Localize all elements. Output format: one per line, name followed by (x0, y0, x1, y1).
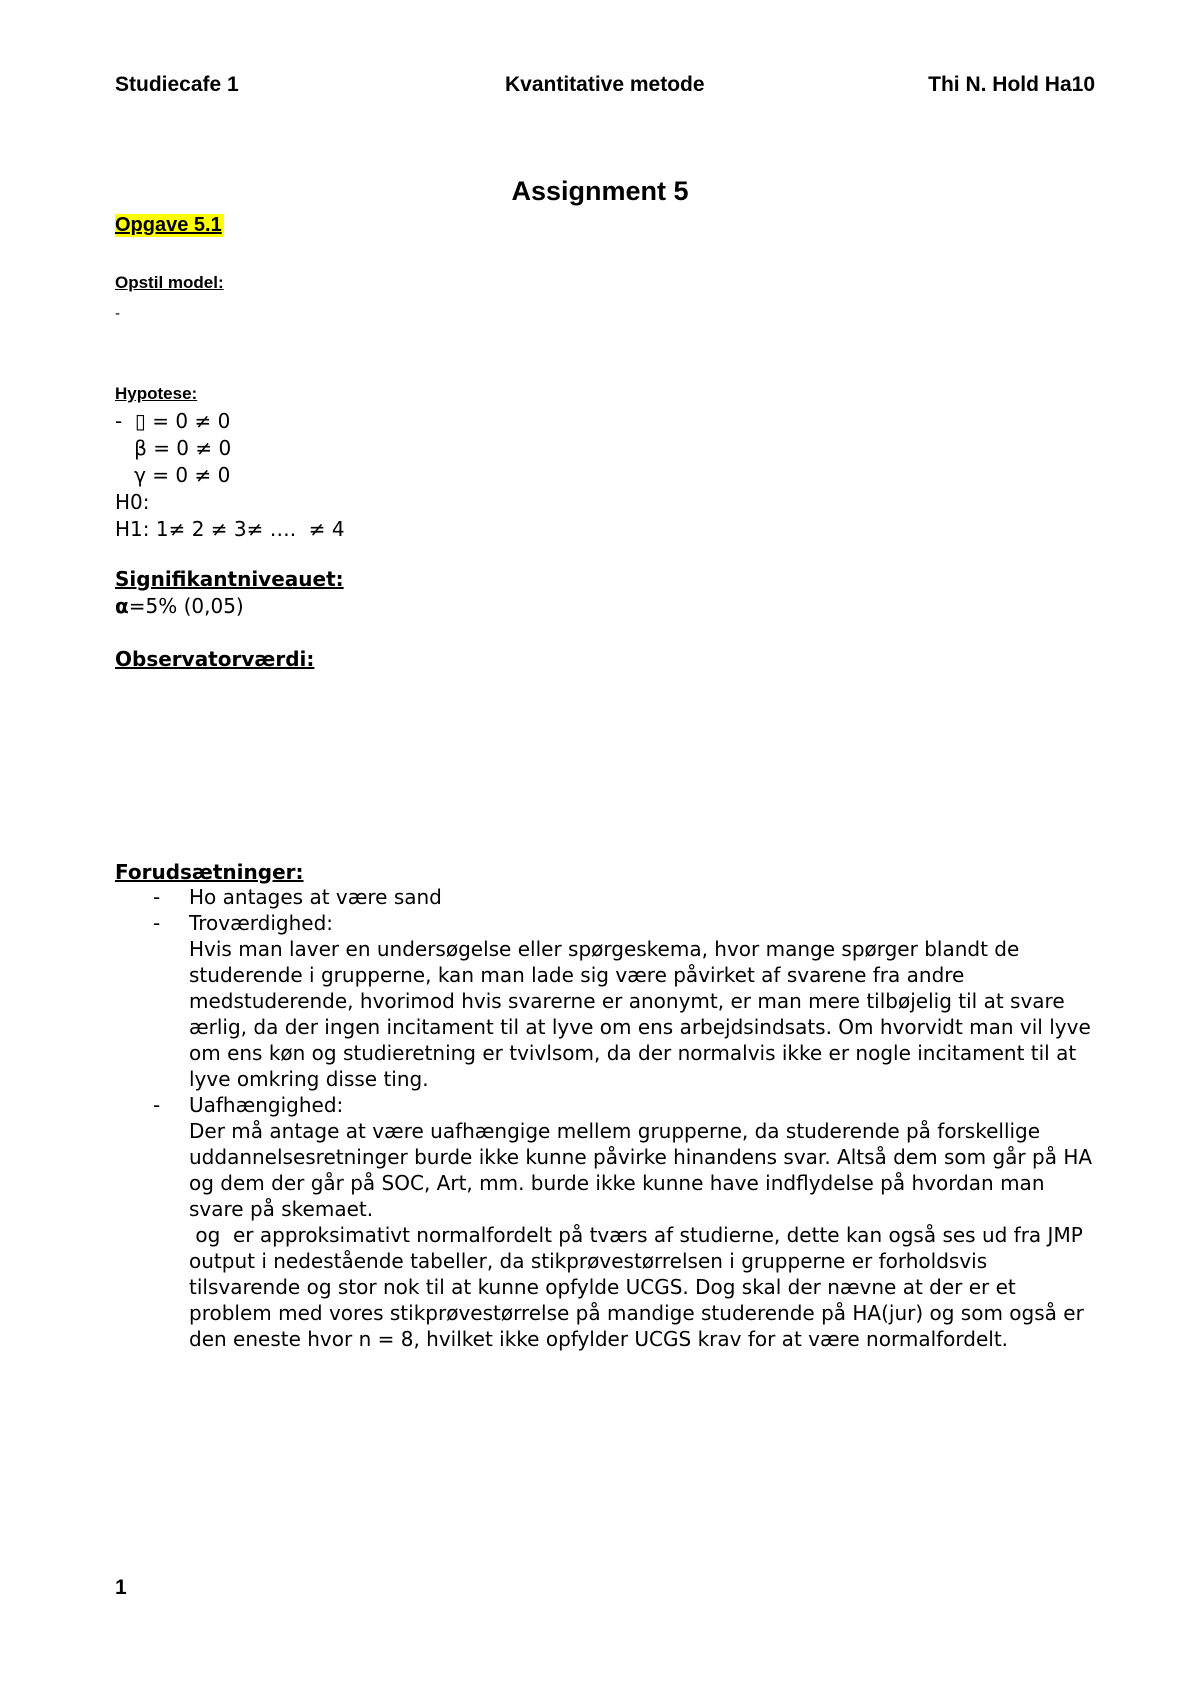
page-title: Assignment 5 (511, 176, 689, 206)
list-item-paragraph: og er approksimativt normalfordelt på tværs af studierne, dette kan også ses ud fra JMP output i nedestående tabeller, da stikprøvestørrelsen i grupperne er forholdsvis tilsvarende og stor nok til at kunne opfylde UCGS. Dog skal der nævne at der er et problem med vores stikprøvestørrelse på mandige studerende på HA(jur) og som også er den eneste hvor n = 8, hvilket ikke opfylder UCGS krav for at være normalfordelt. (189, 1223, 1091, 1351)
bullet-dash: - (153, 885, 161, 909)
list-item (115, 1092, 1095, 1352)
signifikans-value (115, 594, 244, 618)
header-left: Studiecafe 1 (115, 73, 239, 96)
alpha-value: =5% (0,05) (128, 594, 244, 618)
list-item-label: Troværdighed: (189, 911, 334, 935)
observator-heading: Observatorværdi: (115, 647, 315, 671)
alpha-symbol: α (115, 594, 129, 618)
signifikans-heading: Signifikantniveauet: (115, 567, 344, 591)
list-item (115, 910, 1095, 1092)
list-item-label: Uafhængighed: (189, 1093, 344, 1117)
opstil-model-label: Opstil model: (115, 273, 224, 292)
hypotese-line: β = 0 ≠ 0 (115, 436, 232, 460)
header-right: Thi N. Hold Ha10 (928, 73, 1095, 96)
list-item-label: Ho antages at være sand (189, 885, 442, 909)
list-item (115, 884, 1095, 910)
hypotese-line: H1: 1≠ 2 ≠ 3≠ …. ≠ 4 (115, 517, 345, 541)
forudsaetninger-list (115, 884, 1095, 1352)
list-item-paragraph: Der må antage at være uafhængige mellem grupperne, da studerende på forskellige uddannelsesretninger burde ikke kunne påvirke hinandens svar. Altså dem som går på HA og dem der går på SOC, Art, mm. burde ikke kunne have indflydelse på hvordan man svare på skemaet. (189, 1119, 1093, 1221)
hypotese-line: - ▯ = 0 ≠ 0 (115, 409, 231, 433)
bullet-dash: - (153, 911, 161, 935)
hypotese-line: γ = 0 ≠ 0 (115, 463, 231, 487)
hypotese-label: Hypotese: (115, 384, 198, 403)
header-center: Kvantitative metode (505, 73, 705, 96)
forudsaetninger-heading: Forudsætninger: (115, 860, 304, 884)
hypotese-line: H0: (115, 490, 150, 514)
list-item-paragraph: Hvis man laver en undersøgelse eller spørgeskema, hvor mange spørger blandt de studerende i grupperne, kan man lade sig være påvirket af svarene fra andre medstuderende, hvorimod hvis svarerne er anonymt, er man mere tilbøjelig til at svare ærlig, da der ingen incitament til at lyve om ens arbejdsindsats. Om hvorvidt man vil lyve om ens køn og studieretning er tvivlsom, da der normalvis ikke er nogle incitament til at lyve omkring disse ting. (189, 937, 1091, 1091)
hypotese-lines (115, 408, 345, 543)
page-number: 1 (115, 1576, 127, 1599)
model-placeholder-dash: - (115, 306, 121, 322)
bullet-dash: - (153, 1093, 161, 1117)
opgave-heading: Opgave 5.1 (115, 214, 222, 236)
